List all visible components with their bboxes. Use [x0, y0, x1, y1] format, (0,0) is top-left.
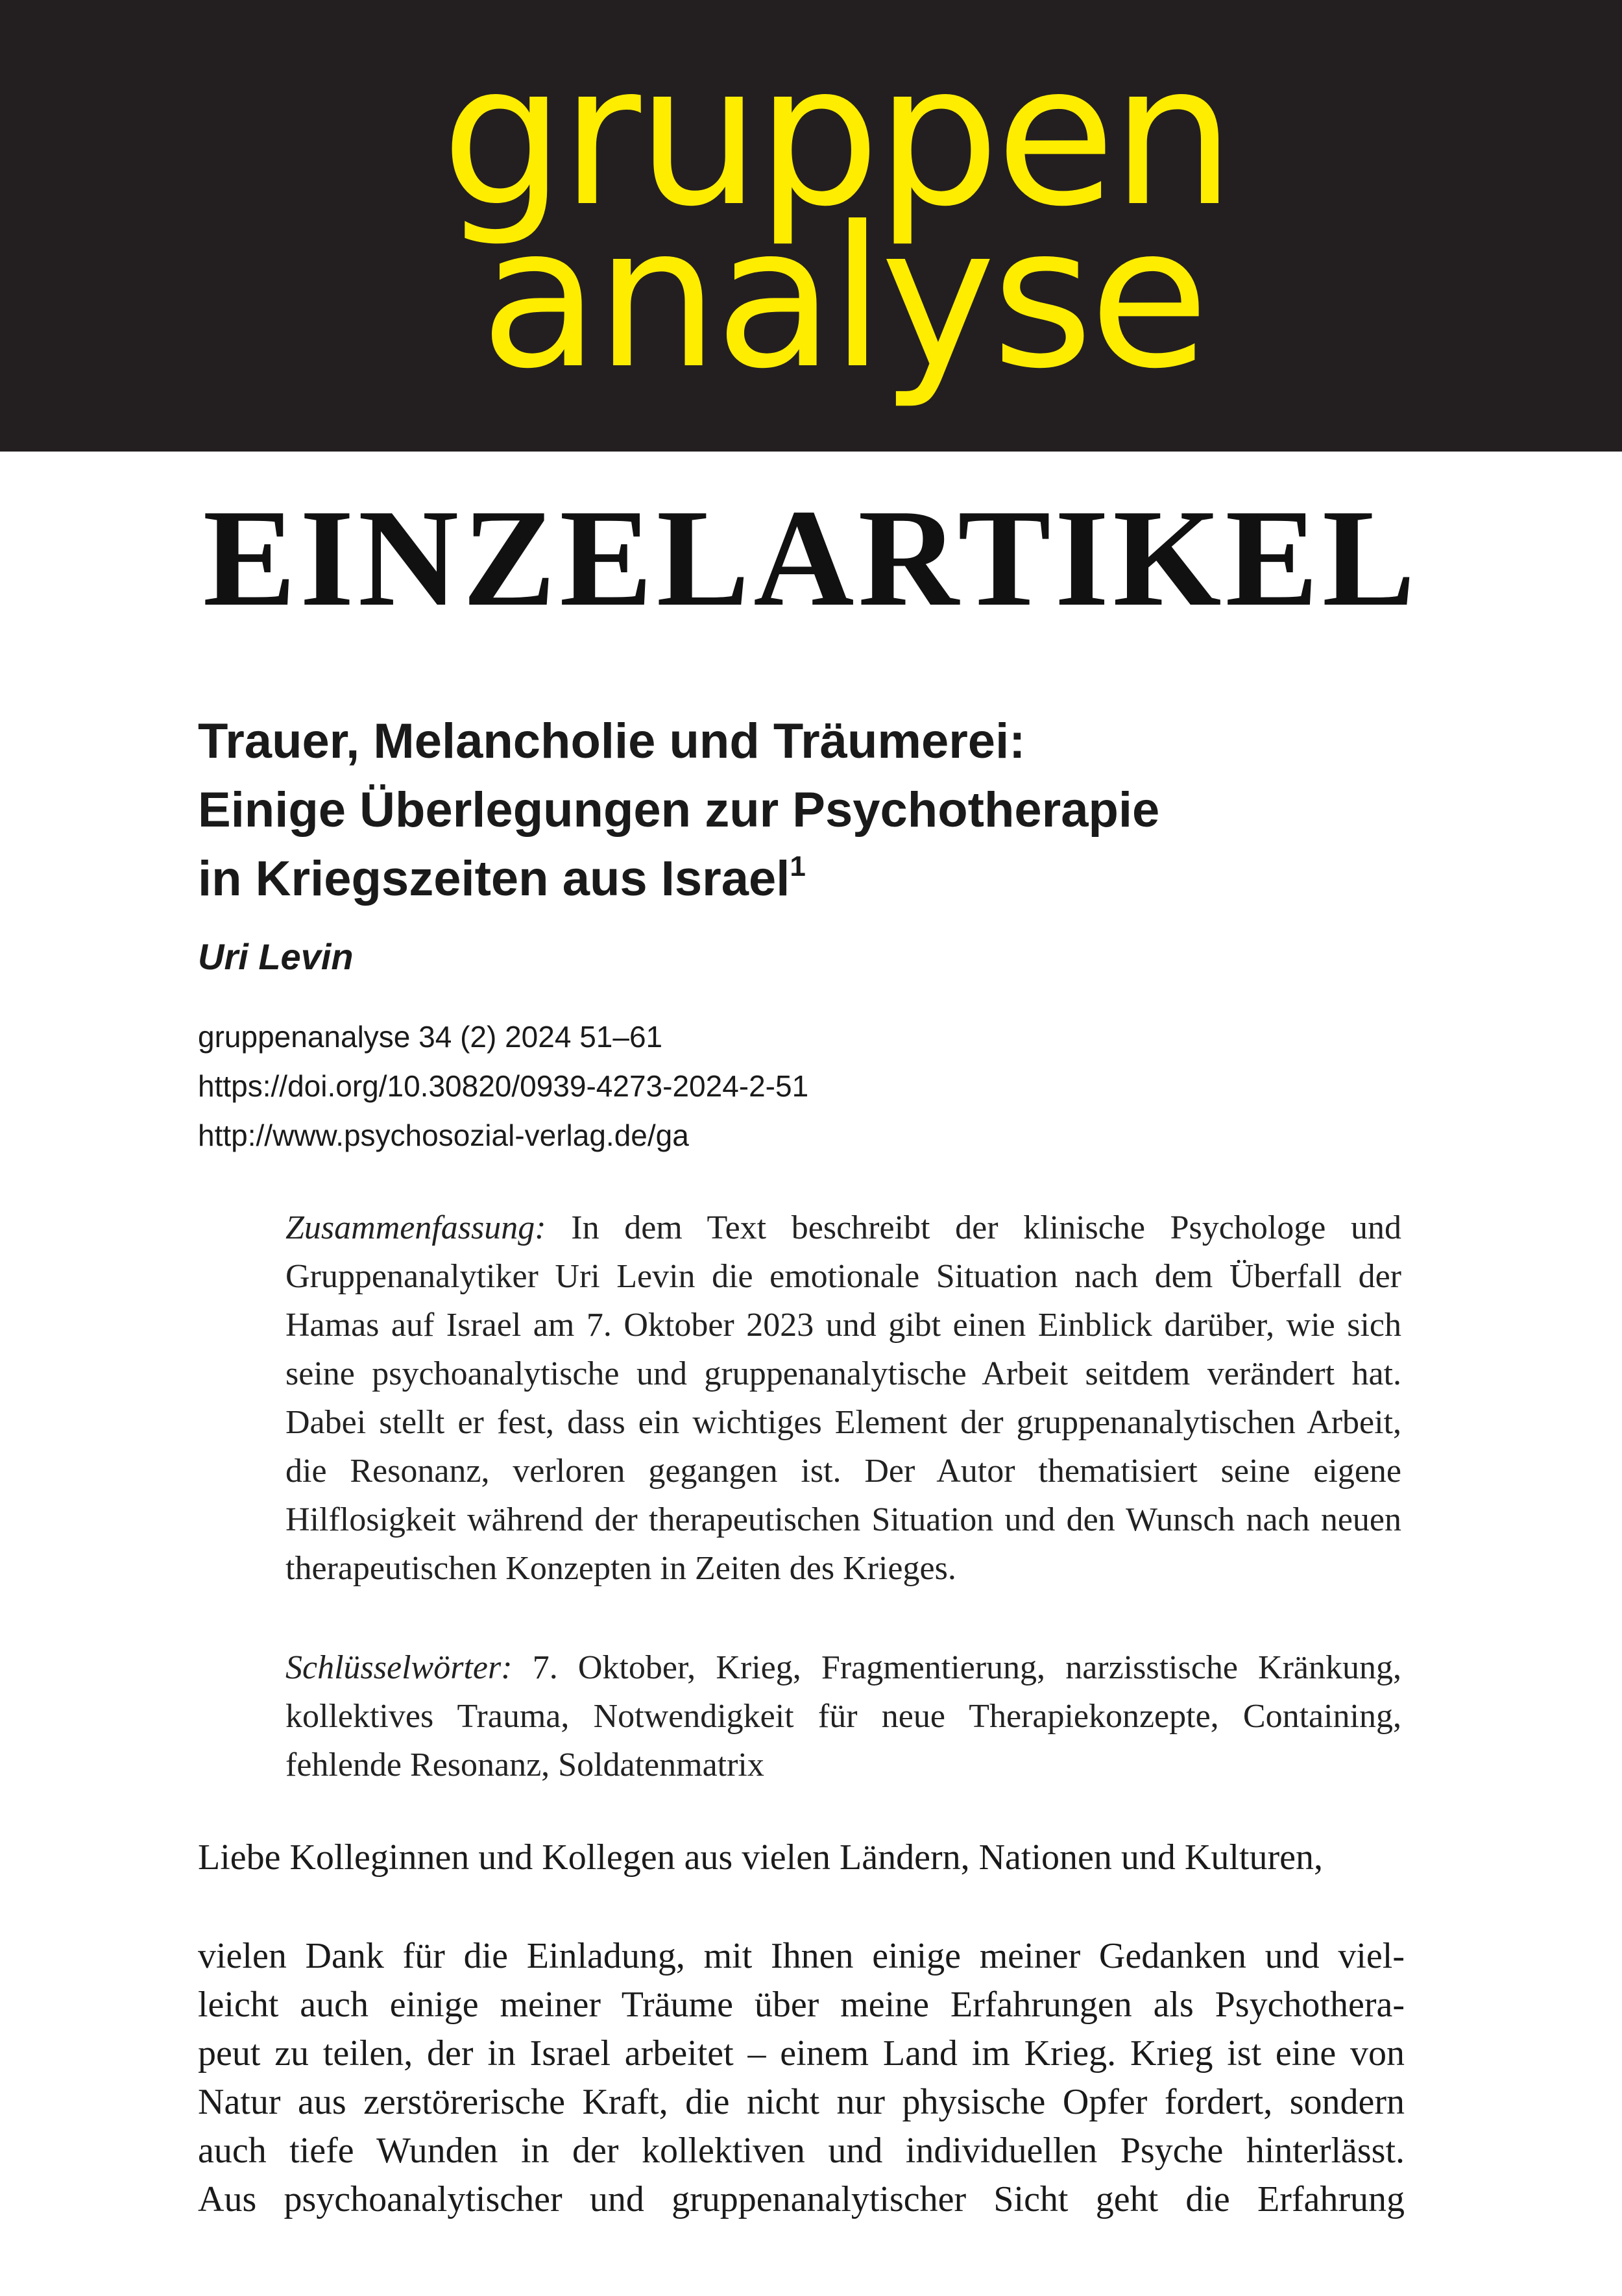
- title-line-3-text: in Kriegszeiten aus Israel: [198, 851, 790, 906]
- citation: gruppenanalyse 34 (2) 2024 51–61: [198, 1020, 663, 1054]
- body-text: [198, 1932, 1405, 2224]
- journal-logo: [0, 0, 1622, 452]
- title-line-3: [198, 845, 1431, 913]
- body-line: vielen Dank für die Einladung, mit Ihnen einige meiner Gedanken und viel-: [198, 1936, 1405, 1976]
- body-line: Aus psychoanalytischer und gruppenanalytischer Sicht geht die Erfahrung: [198, 2179, 1405, 2219]
- title-line-1: Trauer, Melancholie und Träumerei:: [198, 714, 1026, 769]
- keywords: [285, 1643, 1401, 1789]
- logo-line-2: analyse: [480, 185, 1205, 411]
- keywords-label: Schlüsselwörter:: [285, 1649, 513, 1686]
- body-line: peut zu teilen, der in Israel arbeitet – einem Land im Krieg. Krieg ist eine von: [198, 2033, 1405, 2073]
- author-name: Uri Levin: [198, 936, 354, 977]
- logo-line-1: gruppen: [441, 23, 1231, 249]
- body-line: leicht auch einige meiner Träume über meine Erfahrungen als Psychothera-: [198, 1985, 1405, 2025]
- body-line: Natur aus zerstörerische Kraft, die nicht nur physische Opfer fordert, sondern: [198, 2082, 1405, 2122]
- footnote-mark: 1: [790, 851, 806, 882]
- abstract-text: In dem Text beschreibt der klinische Psychologe und Gruppenanalytiker Uri Levin die emotionale Situation nach dem Überfall der Hamas auf Israel am 7. Oktober 2023 und gibt einen Einblick darüber, wie sich seine psychoanalytische und gruppenanalytische Arbeit seitdem verändert hat. Dabei stellt er fest, dass ein wichtiges Element der gruppenanalytischen Arbeit, die Resonanz, verloren gegangen ist. Der Autor thematisiert seine eigene Hilflosigkeit während der therapeutischen Situation und den Wunsch nach neuen therapeutischen Konzepten in Zeiten des Krieges.: [285, 1209, 1402, 1587]
- publisher-url[interactable]: http://www.psychosozial-verlag.de/ga: [198, 1118, 689, 1152]
- article-meta: [198, 1012, 808, 1160]
- body-line: auch tiefe Wunden in der kollektiven und individuellen Psyche hinterlässt.: [198, 2131, 1405, 2171]
- article-title: [198, 707, 1431, 913]
- doi-link[interactable]: https://doi.org/10.30820/0939-4273-2024-2-51: [198, 1069, 809, 1103]
- salutation: Liebe Kolleginnen und Kollegen aus vielen Ländern, Nationen und Kulturen,: [198, 1837, 1323, 1878]
- section-kicker: EINZELARTIKEL: [202, 480, 1420, 635]
- keywords-text: 7. Oktober, Krieg, Fragmentierung, narzisstische Kränkung, kollektives Trauma, Notwendigkeit für neue Therapiekonzepte, Containing, fehlende Resonanz, Soldatenmatrix: [285, 1649, 1402, 1783]
- abstract: [285, 1203, 1401, 1593]
- abstract-label: Zusammenfassung:: [285, 1209, 546, 1246]
- title-line-2: Einige Überlegungen zur Psychotherapie: [198, 782, 1160, 838]
